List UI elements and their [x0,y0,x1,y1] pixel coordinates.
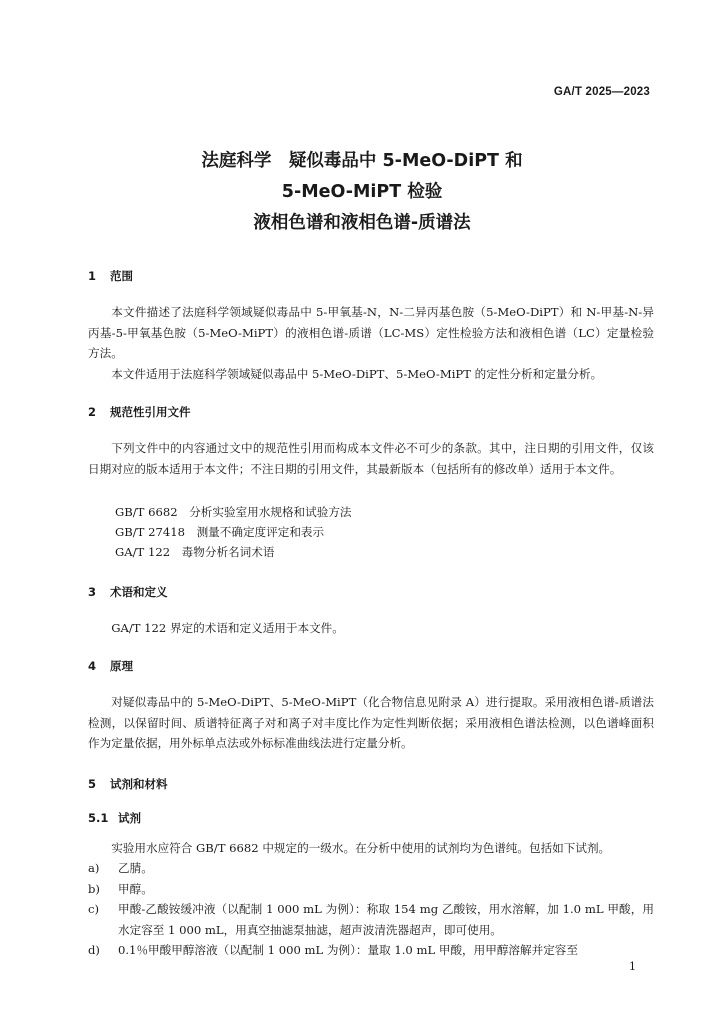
standard-number: GA/T 2025—2023 [553,86,650,98]
section-4-heading [88,658,133,674]
reagent-list [88,858,654,961]
section-number: 2 [88,405,97,419]
reference-item: GA/T 122 毒物分析名词术语 [115,545,275,559]
section-2-heading [88,404,191,420]
section-1-paragraph-1: 本文件描述了法庭科学领域疑似毒品中 5-甲氧基-N，N-二异丙基色胺（5-MeO-DiPT）和 N-甲基-N-异丙基-5-甲氧基色胺（5-MeO-MiPT）的液相色谱-质谱（LC-MS）定性检验方法和液相色谱（LC）定量检验方法。 [88,305,654,360]
section-1-paragraph-2: 本文件适用于法庭科学领域疑似毒品中 5-MeO-DiPT、5-MeO-MiPT 的定性分析和定量分析。 [111,367,603,381]
section-title: 范围 [110,269,133,283]
section-title: 试剂和材料 [110,777,168,791]
section-number: 4 [88,659,97,673]
subsection-5-1-paragraph-1: 实验用水应符合 GB/T 6682 中规定的一级水。在分析中使用的试剂均为色谱纯。包括如下试剂。 [111,841,611,855]
section-number: 1 [88,269,97,283]
section-title: 规范性引用文件 [110,405,191,419]
list-item-label: c) [88,902,100,916]
list-item-label: a) [88,861,100,875]
section-number: 3 [88,585,97,599]
list-item-label: d) [88,943,100,957]
section-2-paragraph-1: 下列文件中的内容通过文中的规范性引用而构成本文件必不可少的条款。其中，注日期的引用文件，仅该日期对应的版本适用于本文件；不注日期的引用文件，其最新版本（包括所有的修改单）适用于本文件。 [88,441,654,476]
section-number: 5 [88,777,97,791]
section-3-heading [88,584,168,600]
list-item-label: b) [88,881,100,896]
list-item-text: 0.1％甲酸甲醇溶液（以配制 1 000 mL 为例）：量取 1.0 mL 甲酸，用甲醇溶解并定容至 [118,943,578,957]
title-line-3: 液相色谱和液相色谱-质谱法 [253,213,471,233]
section-title: 原理 [110,659,133,673]
section-3-paragraph-1: GA/T 122 界定的术语和定义适用于本文件。 [111,621,344,635]
page-number: 1 [629,960,636,973]
list-item [88,879,654,900]
title-line-1: 法庭科学 疑似毒品中 5-MeO-DiPT 和 [201,151,523,171]
subsection-5-1-heading [88,810,141,826]
list-item [88,940,654,961]
section-4-paragraph-1: 对疑似毒品中的 5-MeO-DiPT、5-MeO-MiPT（化合物信息见附录 A）进行提取。采用液相色谱-质谱法检测，以保留时间、质谱特征离子对和离子对丰度比作为定性判断依据；采用液相色谱法检测，以色谱峰面积作为定量依据，用外标单点法或外标标准曲线法进行定量分析。 [88,695,654,750]
section-5-heading [88,776,168,792]
reference-item: GB/T 27418 测量不确定度评定和表示 [115,525,325,539]
list-item [88,899,654,940]
list-item-text: 甲酸-乙酸铵缓冲液（以配制 1 000 mL 为例）：称取 154 mg 乙酸铵，用水溶解，加 1.0 mL 甲酸，用水定容至 1 000 mL，用真空抽滤泵抽滤，超声波清洗器超声，即可使用。 [118,902,654,937]
subsection-title: 试剂 [118,811,141,825]
section-1-heading [88,268,133,284]
list-item-text: 乙腈。 [118,861,153,875]
subsection-number: 5.1 [88,811,109,825]
section-title: 术语和定义 [110,585,168,599]
title-line-2: 5-MeO-MiPT 检验 [281,182,443,202]
document-title [0,146,724,239]
list-item-text: 甲醇。 [118,881,153,896]
reference-item: GB/T 6682 分析实验室用水规格和试验方法 [115,505,352,519]
list-item [88,858,654,879]
